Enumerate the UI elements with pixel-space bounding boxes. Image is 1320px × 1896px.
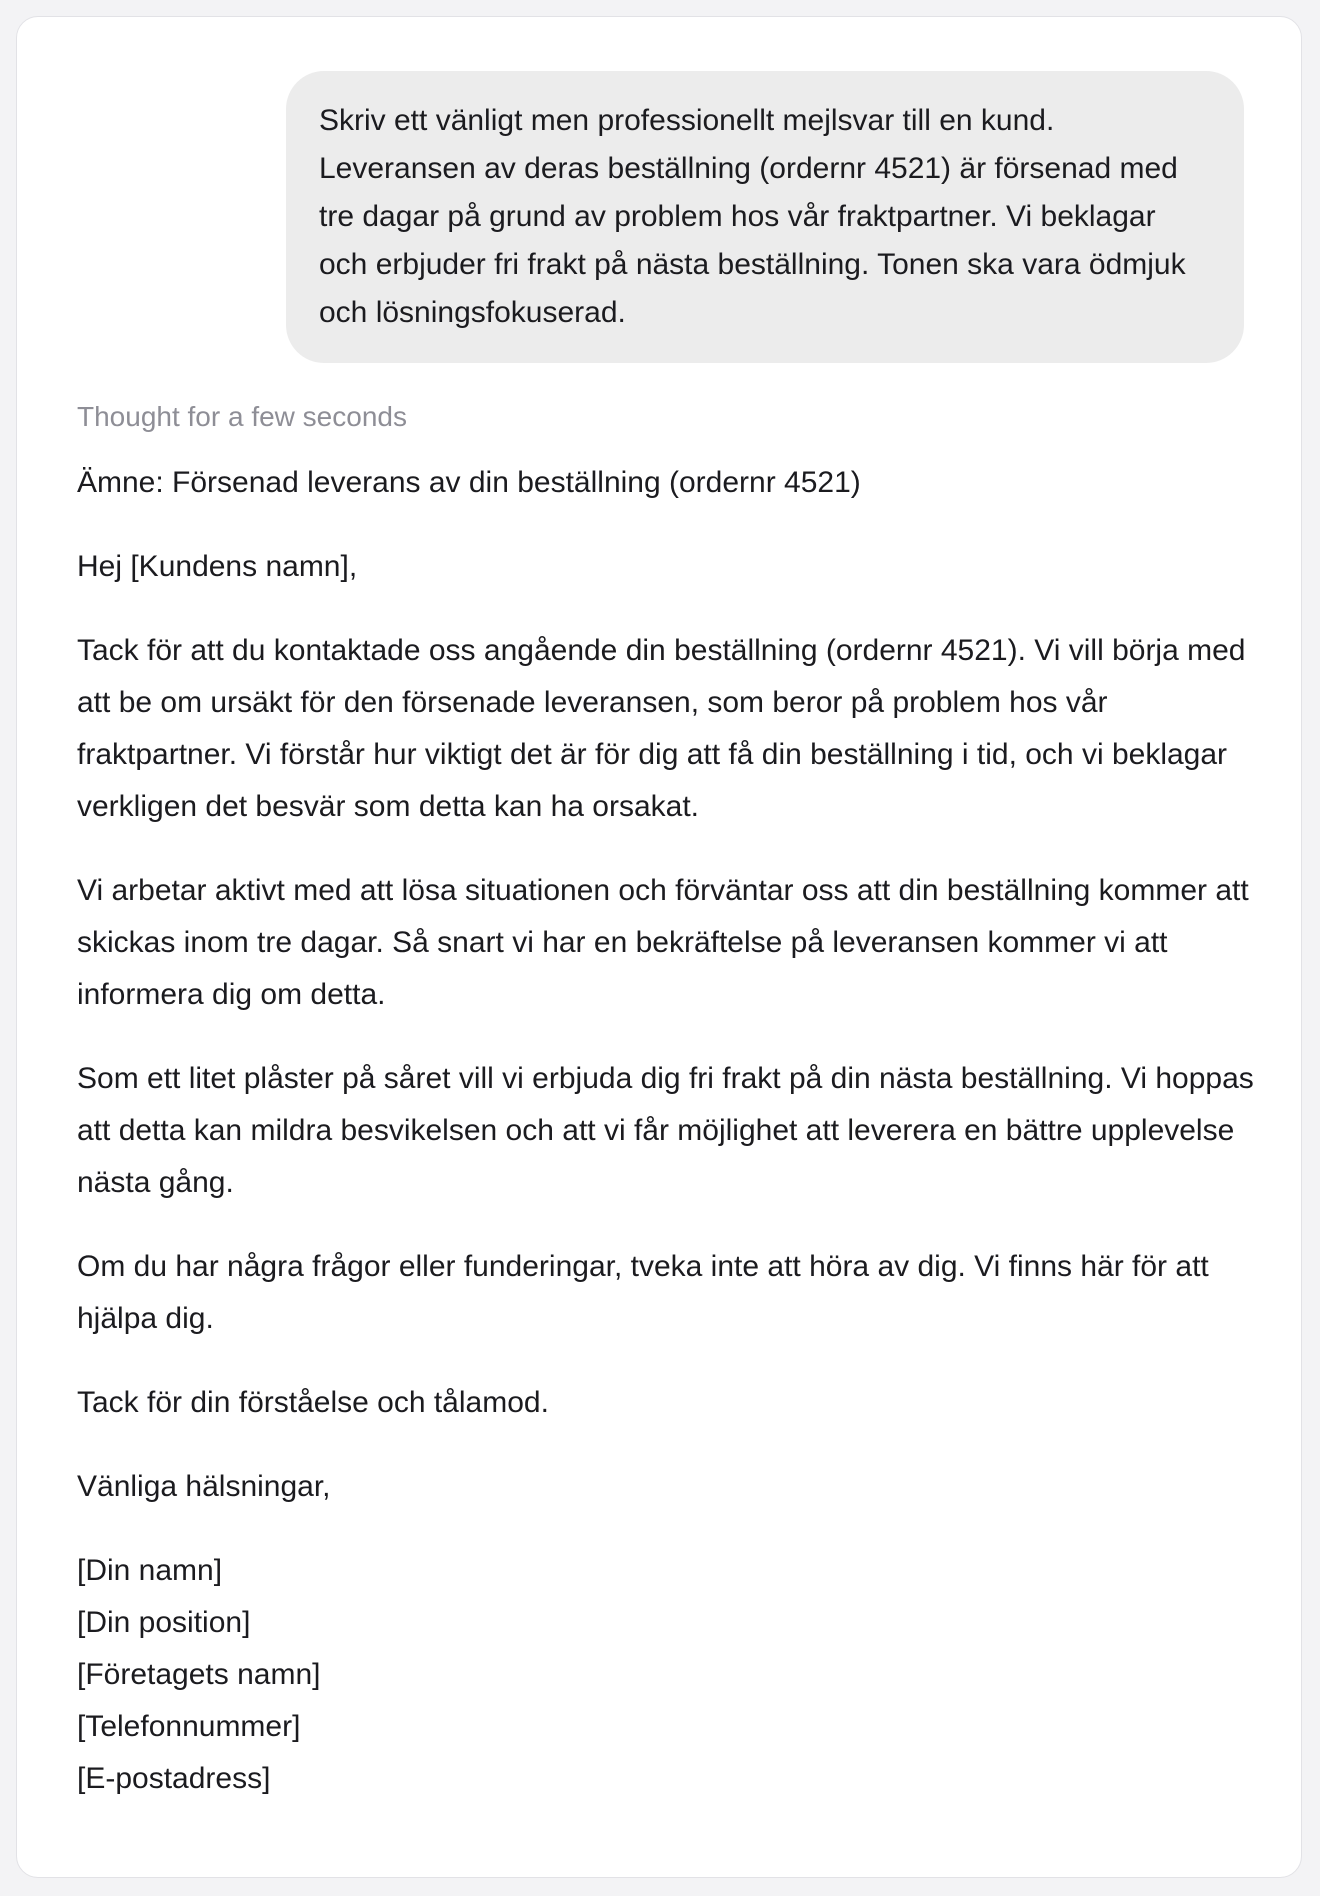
email-paragraph: Tack för din förståelse och tålamod. [77, 1386, 549, 1419]
email-paragraph: Som ett litet plåster på såret vill vi erbjuda dig fri frakt på din nästa beställning. Vi hoppas att detta kan mildra besvikelsen och att vi får möjlighet att leverera en bättre upplevelse nästa gång. [77, 1062, 1254, 1199]
email-paragraph: Om du har några frågor eller funderingar, tveka inte att höra av dig. Vi finns här för att hjälpa dig. [77, 1250, 1209, 1335]
email-paragraph: Tack för att du kontaktade oss angående din beställning (ordernr 4521). Vi vill börja med att be om ursäkt för den försenade leveransen, som beror på problem hos vår fraktpartner. Vi förstår hur viktigt det är för dig att få din beställning i tid, och vi beklagar verkligen det besvär som detta kan ha orsakat. [77, 634, 1246, 823]
signature-email: [E-postadress] [77, 1762, 271, 1795]
chat-conversation [16, 16, 1302, 1878]
email-closing: Vänliga hälsningar, [77, 1470, 331, 1503]
user-message-bubble [286, 71, 1244, 363]
thought-indicator[interactable]: Thought for a few seconds [77, 401, 407, 432]
signature-name: [Din namn] [77, 1554, 223, 1587]
signature-company: [Företagets namn] [77, 1658, 321, 1691]
email-paragraph: Vi arbetar aktivt med att lösa situationen och förväntar oss att din beställning kommer att skickas inom tre dagar. Så snart vi har en bekräftelse på leveransen kommer vi att informera dig om detta. [77, 874, 1249, 1011]
user-message-text: Skriv ett vänligt men professionellt mejlsvar till en kund. Leveransen av deras beställning (ordernr 4521) är försenad med tre dagar på grund av problem hos vår fraktpartner. Vi beklagar och erbjuder fri frakt på nästa beställning. Tonen ska vara ödmjuk och lösningsfokuserad. [319, 104, 1186, 329]
assistant-response [77, 397, 1257, 1805]
email-greeting: Hej [Kundens namn], [77, 550, 358, 583]
email-signature [77, 1545, 1257, 1805]
signature-phone: [Telefonnummer] [77, 1710, 301, 1743]
signature-position: [Din position] [77, 1606, 251, 1639]
email-subject: Ämne: Försenad leverans av din beställning (ordernr 4521) [77, 466, 861, 499]
